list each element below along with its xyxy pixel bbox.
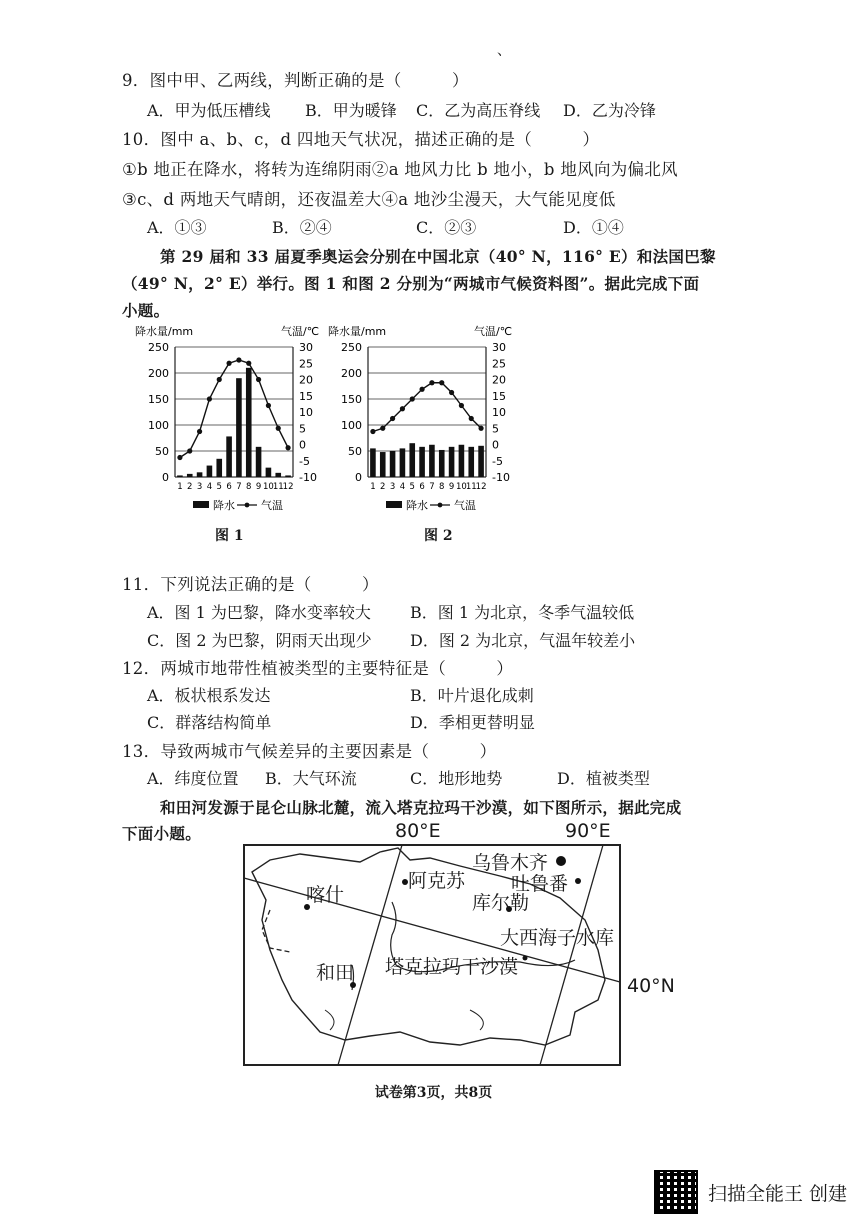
- fig2-temp-point: [429, 380, 434, 385]
- q9-option-d: D．乙为冷锋: [563, 101, 656, 120]
- q12-option-b: B．叶片退化成刺: [410, 686, 534, 705]
- fig1-temp-point: [276, 426, 281, 431]
- fig1-precip-bar: [256, 447, 262, 477]
- fig1-precip-bar: [187, 474, 193, 477]
- q10-option-b: B．②④: [272, 218, 332, 237]
- fig2-temp-point: [419, 387, 424, 392]
- fig2-temp-point: [390, 416, 395, 421]
- q12-option-a: A．板状根系发达: [147, 686, 271, 705]
- fig2-x-tick-label: 6: [419, 482, 425, 492]
- fig2-temp-point: [439, 380, 444, 385]
- fig1-precip-bar: [216, 459, 222, 477]
- fig2-x-tick-label: 9: [448, 482, 455, 492]
- fig2-legend-temp-marker: [438, 503, 443, 508]
- daxihaizi-dot: [523, 956, 528, 961]
- q10-item-1: ①b 地正在降水，将转为连绵阴雨②a 地风力比 b 地小，b 地风向为偏北风: [122, 160, 678, 179]
- fig2-x-tick-label: 3: [389, 482, 396, 492]
- fig2-temp-point: [469, 416, 474, 421]
- climate-charts: [0, 322, 867, 552]
- fig2-y2-tick-label: -10: [492, 471, 510, 484]
- label-korla: 库尔勒: [472, 892, 530, 914]
- q11-option-b: B．图 1 为北京，冬季气温较低: [410, 603, 635, 622]
- fig2-temp-point: [400, 406, 405, 411]
- fig1-y2-tick-label: 30: [299, 341, 313, 354]
- fig1-y2-tick-label: 25: [299, 357, 313, 371]
- fig1-x-tick-label: 12: [282, 482, 294, 492]
- fig2-precip-bar: [459, 445, 465, 477]
- fig2-precip-bar: [478, 446, 484, 477]
- label-kashi: 喀什: [306, 884, 345, 906]
- fig1-legend-temp-marker: [245, 503, 250, 508]
- fig2-x-tick-label: 5: [409, 482, 415, 492]
- fig2-legend-precip-label: 降水: [406, 499, 428, 512]
- fig2-y2-tick-label: 20: [492, 373, 506, 387]
- fig2-caption: 图 2: [424, 528, 453, 544]
- q12-option-d: D．季相更替明显: [410, 713, 535, 732]
- fig2-precip-bar: [419, 447, 425, 477]
- fig1-precip-bar: [207, 466, 213, 477]
- label-hetian: 和田: [316, 962, 355, 984]
- q9-stem: 9．图中甲、乙两线，判断正确的是（ ）: [122, 71, 469, 90]
- q12-option-c: C．群落结构简单: [147, 713, 272, 732]
- fig1-temp-point: [197, 429, 202, 434]
- q10-option-a: A．①③: [147, 218, 207, 237]
- turpan-dot: [575, 878, 581, 884]
- fig1-temp-point: [217, 377, 222, 382]
- q9-option-c: C．乙为高压脊线: [416, 101, 541, 120]
- map-lat-40: 40°N: [627, 975, 675, 997]
- map-lon-80: 80°E: [395, 820, 441, 842]
- q12-stem: 12．两城市地带性植被类型的主要特征是（ ）: [122, 659, 514, 678]
- fig1-x-tick-label: 11: [272, 482, 284, 492]
- fig2-x-tick-label: 2: [380, 482, 386, 492]
- fig2-y-tick-label: 50: [348, 445, 362, 458]
- q13-option-b: B．大气环流: [265, 769, 357, 788]
- fig2-legend-precip-swatch: [386, 501, 402, 508]
- fig1-y-tick-label: 0: [162, 471, 169, 484]
- q10-option-c: C．②③: [416, 218, 477, 237]
- fig1-x-tick-label: 5: [216, 482, 222, 492]
- fig1-temp-point: [187, 448, 192, 453]
- fig1-y-right-label: 气温/℃: [281, 325, 320, 338]
- label-urumqi: 乌鲁木齐: [472, 852, 549, 874]
- scanner-watermark: [654, 1170, 847, 1214]
- fig1-temp-point: [246, 361, 251, 366]
- fig1-y2-tick-label: 0: [299, 438, 306, 452]
- passage2-line2: 下面小题。: [122, 824, 202, 843]
- fig1-temp-point: [207, 396, 212, 401]
- q11-option-a: A．图 1 为巴黎，降水变率较大: [147, 603, 371, 622]
- fig1-precip-bar: [246, 368, 252, 477]
- q9-option-a: A．甲为低压槽线: [147, 101, 271, 120]
- fig1-x-tick-label: 3: [196, 482, 203, 492]
- fig2-y-right-label: 气温/℃: [474, 325, 513, 338]
- fig2-x-tick-label: 7: [429, 482, 435, 492]
- fig2-precip-bar: [468, 447, 474, 477]
- fig1-precip-bar: [236, 378, 242, 477]
- fig1-y-tick-label: 100: [148, 419, 169, 432]
- passage1-line1: 第 29 届和 33 届夏季奥运会分别在中国北京（40° N，116° E）和法国巴黎: [160, 247, 716, 266]
- fig1-legend-precip-label: 降水: [213, 499, 235, 512]
- fig2-y2-tick-label: -5: [492, 454, 503, 468]
- fig2-temp-point: [478, 426, 483, 431]
- q10-item-2: ③c、d 两地天气晴朗，还夜温差大④a 地沙尘漫天，大气能见度低: [122, 190, 616, 209]
- fig1-temp-point: [266, 403, 271, 408]
- q11-option-d: D．图 2 为北京，气温年较差小: [410, 631, 636, 650]
- q9-option-b: B．甲为暖锋: [305, 101, 397, 120]
- fig1-temp-point: [177, 455, 182, 460]
- fig1-x-tick-label: 7: [236, 482, 242, 492]
- fig2-y2-tick-label: 15: [492, 389, 506, 403]
- q11-option-c: C．图 2 为巴黎，阴雨天出现少: [147, 631, 372, 650]
- fig1-precip-bar: [285, 475, 291, 477]
- scanner-label: 扫描全能王 创建: [707, 1182, 847, 1205]
- passage1-line3: 小题。: [122, 301, 170, 320]
- fig2-precip-bar: [429, 445, 435, 477]
- qr-code-icon: [654, 1170, 698, 1214]
- q13-option-c: C．地形地势: [410, 769, 503, 788]
- fig1-legend-precip-swatch: [193, 501, 209, 508]
- q13-option-d: D．植被类型: [557, 769, 650, 788]
- label-taklamakan: 塔克拉玛干沙漠: [385, 956, 519, 978]
- fig2-y2-tick-label: 25: [492, 357, 506, 371]
- fig2-precip-bar: [409, 443, 415, 477]
- fig2-precip-bar: [439, 450, 445, 477]
- page-footer: 试卷第3页，共8页: [374, 1085, 493, 1101]
- fig2-y2-tick-label: 5: [492, 422, 499, 436]
- map-lon-90: 90°E: [565, 820, 611, 842]
- fig2-x-tick-label: 1: [370, 482, 376, 492]
- fig2-precip-bar: [400, 448, 406, 477]
- fig2-temp-point: [370, 429, 375, 434]
- fig1-y2-tick-label: -10: [299, 471, 317, 484]
- fig1-y-tick-label: 50: [155, 445, 169, 458]
- fig1-legend-temp-label: 气温: [261, 499, 283, 512]
- fig1-caption: 图 1: [215, 528, 244, 544]
- fig2-temp-line: [373, 383, 481, 432]
- fig2-y-tick-label: 250: [341, 341, 362, 354]
- fig2-y-tick-label: 200: [341, 367, 362, 380]
- fig1-precip-bar: [226, 436, 232, 477]
- fig1-y2-tick-label: 20: [299, 373, 313, 387]
- fig2-temp-point: [410, 396, 415, 401]
- fig1-y-tick-label: 150: [148, 393, 169, 406]
- q11-stem: 11．下列说法正确的是（ ）: [122, 575, 379, 594]
- passage2-line1: 和田河发源于昆仑山脉北麓，流入塔克拉玛干沙漠，如下图所示，据此完成: [160, 798, 682, 817]
- fig2-legend-temp-label: 气温: [454, 499, 476, 512]
- fig2-precip-bar: [390, 451, 396, 477]
- fig1-y-left-label: 降水量/mm: [135, 325, 194, 338]
- fig2-x-tick-label: 12: [475, 482, 487, 492]
- q13-option-a: A．纬度位置: [147, 769, 239, 788]
- fig2-y2-tick-label: 30: [492, 341, 506, 354]
- fig2-y-tick-label: 100: [341, 419, 362, 432]
- fig1-y-tick-label: 250: [148, 341, 169, 354]
- fig1-y2-tick-label: 15: [299, 389, 313, 403]
- q13-stem: 13．导致两城市气候差异的主要因素是（ ）: [122, 742, 497, 761]
- fig1-x-tick-label: 9: [255, 482, 262, 492]
- fig1-temp-point: [236, 357, 241, 362]
- fig2-x-tick-label: 10: [456, 482, 467, 492]
- fig2-temp-point: [459, 403, 464, 408]
- fig1-temp-point: [256, 377, 261, 382]
- fig1-x-tick-label: 10: [263, 482, 274, 492]
- fig2-y2-tick-label: 0: [492, 438, 499, 452]
- q10-stem: 10．图中 a、b、c，d 四地天气状况，描述正确的是（ ）: [122, 130, 600, 149]
- fig2-temp-point: [380, 426, 385, 431]
- fig1-y2-tick-label: -5: [299, 454, 310, 468]
- fig1-temp-point: [285, 445, 290, 450]
- label-akesu: 阿克苏: [408, 870, 466, 892]
- fig2-precip-bar: [370, 448, 376, 477]
- fig2-temp-point: [449, 390, 454, 395]
- fig2-x-tick-label: 11: [465, 482, 477, 492]
- fig1-x-tick-label: 2: [187, 482, 193, 492]
- fig2-y-tick-label: 150: [341, 393, 362, 406]
- label-turpan: 吐鲁番: [511, 873, 569, 895]
- fig1-precip-bar: [177, 475, 183, 477]
- fig1-y2-tick-label: 5: [299, 422, 306, 436]
- q10-option-d: D．①④: [563, 218, 624, 237]
- fig1-x-tick-label: 1: [177, 482, 183, 492]
- fig1-temp-point: [226, 361, 231, 366]
- page-mark: 、: [497, 43, 512, 59]
- fig2-precip-bar: [449, 447, 455, 477]
- fig2-y-tick-label: 0: [355, 471, 362, 484]
- urumqi-dot: [556, 856, 566, 866]
- fig1-x-tick-label: 6: [226, 482, 232, 492]
- fig1-temp-line: [180, 360, 288, 458]
- fig1-y-tick-label: 200: [148, 367, 169, 380]
- fig2-precip-bar: [380, 452, 386, 477]
- fig2-y-left-label: 降水量/mm: [328, 325, 387, 338]
- fig1-precip-bar: [266, 468, 272, 477]
- label-daxihaizi: 大西海子水库: [500, 927, 615, 949]
- fig2-x-tick-label: 4: [399, 482, 406, 492]
- fig1-y2-tick-label: 10: [299, 406, 313, 419]
- passage1-line2: （49° N，2° E）举行。图 1 和图 2 分别为“两城市气候资料图”。据此完成下面: [122, 274, 700, 293]
- fig2-x-tick-label: 8: [439, 482, 445, 492]
- fig1-precip-bar: [275, 473, 281, 477]
- fig1-precip-bar: [197, 472, 203, 477]
- fig1-x-tick-label: 4: [206, 482, 213, 492]
- fig1-x-tick-label: 8: [246, 482, 252, 492]
- fig2-y2-tick-label: 10: [492, 406, 506, 419]
